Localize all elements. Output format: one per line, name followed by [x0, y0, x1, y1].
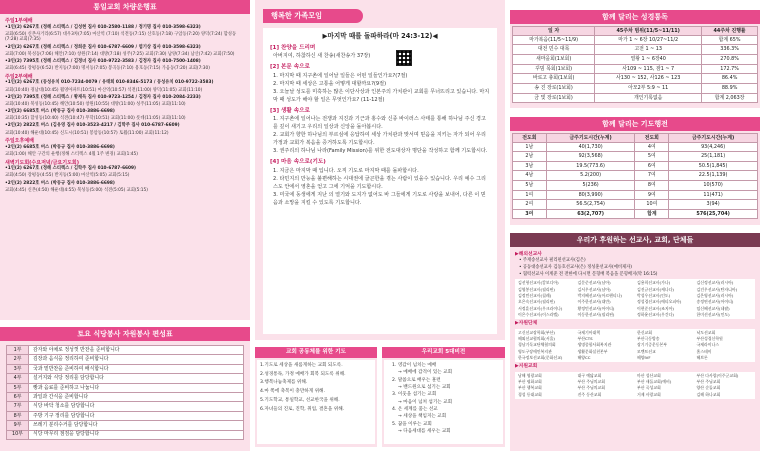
volunteer-table	[6, 345, 244, 440]
mission-entry: 서정훈선교사(우크라이나)	[518, 305, 563, 311]
mission-entry: 박지혜선교사(아르헨티나)	[577, 292, 622, 298]
prayer-table-cell: 5(236)	[546, 180, 635, 190]
prayer-table-cell: 92(3,568)	[546, 152, 635, 162]
volunteer-header: 토요 식당봉사 자원봉사 편성표	[0, 327, 250, 341]
bus-section-title: 주일2부예배	[5, 73, 33, 80]
vision-subitem: → 마음이 넘쳐 섬기는 교회	[398, 399, 453, 405]
prayer-table-cell: 5남	[513, 180, 547, 190]
mission-entry: 부산 주님의교회	[577, 385, 606, 391]
prayer-table-cell: 1여	[513, 190, 547, 200]
bible-table-cell: 바로고 총회(1보회)	[513, 74, 595, 84]
prayer-table-cell: 5.2(200)	[546, 171, 635, 181]
bus-route-line: 교회(7:00) 북성동(7:06) 해안(7:10) 창원(7:14) 대방(7:18) 성주(7:25) 교회(7:30) 남양(7:34) 남산(7:42) 교회(7:50)	[5, 51, 235, 57]
mission-entry: 마산 성산교회	[637, 372, 661, 378]
family-meeting-header: 행복한 가족모임	[263, 9, 363, 23]
volunteer-group: 8부	[7, 411, 29, 420]
mission-entry: 김건우선교사(탄자니아)	[696, 286, 738, 292]
prayer-item: 3.행복나눔축제를 위해.	[260, 380, 308, 386]
bus-section-title: 주일1부예배	[5, 18, 33, 24]
bible-reading-header: 함께 달리는 성경통독	[510, 10, 760, 24]
volunteer-row	[7, 346, 244, 355]
bible-table-row	[513, 64, 758, 74]
prayer-table-cell: 4여	[635, 142, 669, 152]
bible-table-row	[513, 74, 758, 84]
bus-route-line: •2인(2) 2822호 버스 (김유영 집사 010-3523-4217 / 김학주 집사 010-6787-6609)	[5, 123, 180, 129]
mission-entry: 부산 행복교회	[518, 385, 542, 391]
bus-section-title: 새벽기도회(수요저녁/금요기도회)	[5, 159, 80, 166]
prayer-table-cell: 10여	[635, 200, 669, 210]
prayer-table-header: 전도회	[513, 134, 547, 143]
mission-section-title: ▶지원교회	[515, 364, 538, 370]
mission-entry: 김해 하나교회	[696, 391, 721, 397]
family-meeting-content	[263, 28, 497, 334]
prayer-table-row	[513, 142, 758, 152]
mission-entry: 정성경선교사(에티오피아)	[637, 299, 682, 305]
bus-route-line: 교회(4:45) 신촌(4:50) 해운대(4:55) 북성동(5:00) 석전(5:05) 교회(5:15)	[5, 187, 148, 193]
mission-entry: 한미선선교사(인도)	[696, 311, 730, 317]
volunteer-row	[7, 383, 244, 392]
vision-list	[384, 360, 503, 444]
mission-entry: 경남기독교단체협의회	[518, 342, 556, 348]
mission-entry: 부산 새돌교회(예비)	[637, 378, 672, 384]
prayer-table-row	[513, 161, 758, 171]
mission-entry: 김선형선교사(캄보디아)	[518, 280, 559, 286]
prayer-table-cell: 6여	[635, 161, 669, 171]
mission-entry: 오은숙선교사(필리핀)	[518, 299, 555, 305]
mission-entry: 낙도선교회	[696, 329, 716, 335]
step-text: 1. 마지막 때 지구촌에 일어날 일들은 어떤 일들인가요?(7절) 2. 마지막 때 세상은 고통을 어떻게 대할까요?(9절) 3. 오늘날 성도를 미혹하는 많은 이단사상과 인본주의 가치관이 교회를 무너뜨리고 있습니다. 마지막 때 성도가 해야 할 일은 무엇인가요? (11-12절)	[273, 72, 490, 103]
mission-section-title: ▶자원단체	[515, 321, 538, 327]
bible-table-header: 44주차 진행률	[702, 27, 758, 36]
mission-line: • 공동대송선교사 김동호선교사(은) 정성훈선교사(예비제자)	[519, 264, 632, 270]
bible-table-cell: 336.3%	[702, 45, 758, 55]
mission-grid	[515, 372, 755, 399]
step-text: 아버지여, 하찮하신 새 찬송(새찬송가 37장)	[273, 53, 371, 60]
volunteer-task: 김장과 음식을 정리하여 준비합니다	[29, 355, 244, 364]
mission-grid	[515, 329, 755, 363]
bible-table-cell: 대전 민수 대목	[513, 45, 595, 55]
prayer-table-header: 전도회	[635, 134, 669, 143]
mission-entry: 황정민선교사(아이티)	[577, 305, 615, 311]
bible-table-row	[513, 93, 758, 103]
bus-route-line: 교회(4:50) 장평동(4:55) 반지동(5:00) 마산역(5:05) 교회(5:15)	[5, 173, 130, 179]
mission-entry: 김진규선교사(캐나다)	[637, 286, 674, 292]
vision-subitem: → 밴드원으로 섬기는 교회	[398, 385, 451, 391]
missions-header: 우리가 후원하는 선교사, 교회, 단체들	[510, 233, 760, 247]
bible-reading-box	[510, 24, 760, 108]
mission-line: • 협력선교사 이계준 전 전한에 다시면 문형배 복음을 문형배지(막 16:15)	[519, 271, 658, 277]
volunteer-task: 식당 마무리 점검을 담당합니다	[29, 430, 244, 439]
bus-route-line: 교회(10:35) 합성동(10:40) 석전(10:47) 무학(10:51) 교회(11:00) 롯데(11:05) 교회(11:10)	[5, 116, 186, 122]
bus-route-line: •2인(2) 6267호 (정해 스티렉스 / 정희준 집사 010-6787-6609 / 염기상 집사 010-3598-6323)	[5, 44, 201, 50]
bible-table-row	[513, 35, 758, 45]
mission-entry: 해양IVF	[637, 354, 651, 360]
bible-table-header: 45주차 범위(11/5~11/11)	[595, 27, 702, 36]
church-prayer-list	[257, 360, 375, 444]
prayer-item: 4.마 쪽에 축복이 충만하게 위해.	[260, 389, 325, 395]
bible-table-cell: 사109 ~ 115, 잠1 ~ 7	[595, 64, 702, 74]
bus-route-line: •1인(2) 6267호 (정해 스티렉스 / 김성현 집사 010-2580-1188 / 정기명 집사 010-3598-6323)	[5, 24, 201, 30]
mission-entry: 김용희선교사(가나)	[637, 280, 671, 286]
prayer-table-cell: 25(1,181)	[669, 152, 758, 162]
vision-header: 우리교회 5대비전	[382, 347, 505, 358]
bible-table-row	[513, 54, 758, 64]
mission-entry: 부산 다사랑(이주군교회)	[696, 372, 739, 378]
volunteer-row	[7, 402, 244, 411]
mission-entry: 생활문화실천본부	[577, 348, 608, 354]
prayer-table-cell: 3여	[513, 209, 547, 219]
bus-route-line: 교회(10:40) 해운대(10:45) 신도시(10:51) 봉암동(10:57) 토월(11:00) 교회(11:12)	[5, 130, 169, 136]
step-text: 1. 지구촌에 일어나는 전쟁과 지진과 기근과 홍수와 신종 바이러스 사태를 통해 하나님 주신 경고를 깊이 새기고 우리의 일상과 신앙을 돌아봅시다. 2. 교회가 향한 하나님의 부르심에 응답하여 세상 가치관과 맞서며 믿음을 지키는 자가 되어 우리 가정과 교회가 복음을 증거하도록 기도합시다. 3. 권주리의 하나님 나라(Family Mission)를 위한 전도대상자 명단을 작성하고 함께 기도합시다.	[273, 116, 488, 155]
prayer-table-row	[513, 180, 758, 190]
bus-route-line: •2인(2) 6685호 버스 (박동규 집사 010-3886-6698)	[5, 109, 115, 115]
mission-entry: 임신혜선교사(네팔)	[696, 305, 730, 311]
mission-entry: 국제라이나스	[696, 342, 720, 348]
bible-table-cell: 사130 ~ 152, 사126 ~ 123	[595, 74, 702, 84]
prayer-table-cell: 63(2,707)	[546, 209, 635, 219]
volunteer-task: 식당 바닥 청소를 담당합니다	[29, 402, 244, 411]
volunteer-group: 10부	[7, 430, 29, 439]
volunteer-task: 설거지와 식당 정리를 담당합니다	[29, 374, 244, 383]
church-prayer-box	[255, 347, 377, 447]
mission-entry: 헤브론	[696, 354, 708, 360]
bible-table-cell: 마가복음(11/5~11/9)	[513, 35, 595, 45]
mission-entry: 양산 순돌교회	[696, 385, 721, 391]
bible-table-cell: 마가 1 ~ 6장 10/27~11/2	[595, 35, 702, 45]
mission-entry: 대구 예닮교회	[577, 372, 602, 378]
step-title: [1] 찬양을 드리며	[270, 44, 316, 51]
prayer-table-cell: 2남	[513, 152, 547, 162]
bible-table-cell: 270.8%	[702, 54, 758, 64]
prayer-table-cell: 576(25,704)	[669, 209, 758, 219]
mission-entry: 장기기증운동본부	[637, 342, 668, 348]
mission-entry: 부산 주님교회	[696, 378, 721, 384]
bible-table-cell: 합계 2,063장	[702, 93, 758, 103]
mission-entry: 김정민선교사(칠레)	[518, 292, 552, 298]
prayer-table-cell: 22.5(1,139)	[669, 171, 758, 181]
bible-table-cell: 열왕 1 ~ 6장40	[595, 54, 702, 64]
prayer-item: 2.성경통독, 가정 예배가 회복 되도록 위해.	[260, 371, 346, 377]
step-title: [2] 본문 속으로	[270, 64, 310, 71]
volunteer-group: 6부	[7, 392, 29, 401]
mission-section-title: ▶해외선교사	[515, 252, 542, 257]
bible-table-cell: 합계 65%	[702, 35, 758, 45]
prayer-acts-table	[512, 133, 758, 219]
church-prayer-header: 교회 공동체를 위한 기도	[255, 347, 377, 358]
mission-entry: 정하윤선교사(우간다)	[637, 311, 674, 317]
mission-entry: 진주 동산교회	[577, 391, 602, 397]
volunteer-group: 1부	[7, 346, 29, 355]
volunteer-group: 2부	[7, 355, 29, 364]
bible-reading-table	[512, 26, 758, 103]
prayer-table-cell: 93(4,246)	[669, 142, 758, 152]
bible-table-cell: 172.7%	[702, 64, 758, 74]
prayer-acts-box	[510, 131, 760, 225]
mission-entry: 송정연선교사(아이티)	[696, 299, 734, 305]
vision-subitem: → 세상을 책임지는 교회	[398, 414, 447, 420]
mission-entry: 박성우선교사(인도)	[637, 292, 671, 298]
mission-entry: 김영봉선교사(필리핀)	[518, 286, 555, 292]
volunteer-task: 빵과 음료를 준비하고 나눕니다	[29, 383, 244, 392]
mission-entry: 이동한선교사(필리핀)	[577, 311, 615, 317]
prayer-acts-header: 함께 달리는 기도행전	[510, 117, 760, 131]
qr-code-icon[interactable]	[396, 50, 412, 66]
prayer-table-cell: 5여	[635, 152, 669, 162]
missions-box	[510, 247, 760, 451]
volunteer-task: 주방 기구 정리를 담당합니다	[29, 411, 244, 420]
volunteer-row	[7, 355, 244, 364]
bus-route-line: •1인(2) 6267호 (동성유치 010-7234-0079 / 유태희 010-8346-5173 / 동성유치 010-9722-3583)	[5, 80, 214, 86]
volunteer-task: 국과 밑반찬을 준비하여 배식합니다	[29, 364, 244, 373]
bus-schedule-box	[0, 14, 250, 320]
prayer-table-cell: 2여	[513, 200, 547, 210]
volunteer-row	[7, 421, 244, 430]
volunteer-row	[7, 411, 244, 420]
volunteer-row	[7, 364, 244, 373]
prayer-item: 6.자녀들의 진로, 진학, 취업, 결혼을 위해.	[260, 406, 345, 412]
prayer-table-cell: 40(1,730)	[546, 142, 635, 152]
volunteer-task: 감자와 야채로 정성껏 반찬을 준비합니다	[29, 346, 244, 355]
mission-entry: 부산성경신학원	[696, 335, 723, 341]
bible-table-cell: 86.4%	[702, 74, 758, 84]
prayer-table-cell: 10(570)	[669, 180, 758, 190]
mission-entry: 모멘트선교	[637, 348, 656, 354]
bible-table-cell: 꾸밈 목회(1보회)	[513, 64, 595, 74]
mission-entry: 영도구장애인복지관	[518, 348, 552, 354]
prayer-item: 1.기도로 세상을 새롭게하는 교회 되도록.	[260, 363, 343, 368]
bus-route-line: 교회(10:40) 북성동(10:45) 해안(10:50) 창원(10:55) 대방(11:00) 성주(11:05) 교회(11:10)	[5, 101, 186, 107]
mission-entry: 김서우선교사(남아)	[577, 286, 611, 292]
prayer-table-row	[513, 200, 758, 210]
mission-entry: 생명종합사회복지관	[577, 342, 612, 348]
mission-entry: 부산 곡성교회	[637, 385, 661, 391]
step-text: 1. 지금은 마지막 때 입니다. 오직 기도로 마지막 때를 돌파합시다. 2. 타민지의 만능을 불편해하는 시대권에 굴곤한을 겪는 사람이 있을수 있습니다. 우리 예수 그리스도 안에서 영혼을 얻고 그에 기억을 기도합시다. 3. 미국에 동생에게 지난 의 열기와 도지가 없어도 바 그들에게 기도로 사랑을 보내어, 다른 이 믿음과 소망을 지킬 수 있도록 기도합니다.	[273, 167, 486, 206]
mission-entry: 경성 등대교회	[518, 391, 542, 397]
bible-table-row	[513, 84, 758, 94]
mission-entry: 이은수선교사(이스라엘)	[518, 311, 559, 317]
prayer-item: 5.기도학교, 통일학교, 선교한국을 위해.	[260, 397, 340, 403]
bus-route-line: •2인(2) 2822호 버스 (박동규 집사 010-3886-6698)	[5, 180, 115, 186]
prayer-table-row	[513, 190, 758, 200]
column-middle	[255, 0, 505, 451]
prayer-table-cell: 1남	[513, 142, 547, 152]
prayer-table-cell: 4남	[513, 171, 547, 181]
bible-table-cell: 송 진 장로(1보회)	[513, 84, 595, 94]
mission-entry: 해외선교협의회(서울)	[518, 335, 555, 341]
prayer-table-header: 금주기도시간(누계)	[546, 134, 635, 143]
prayer-table-cell: 3남	[513, 161, 547, 171]
volunteer-row	[7, 430, 244, 439]
bible-table-cell: 개인기록없음	[595, 93, 702, 103]
prayer-table-row	[513, 152, 758, 162]
volunteer-group: 7부	[7, 402, 29, 411]
mission-entry: 고신선교장학회(부산)	[518, 329, 555, 335]
mission-entry: 한신교회	[637, 329, 653, 335]
bus-route-line: 교회(1:00) 해안 구간의 운행(정해 스티렉스 4월 1주 변경) 교회(1:45)	[5, 152, 138, 158]
prayer-table-cell: 19.5(773.6)	[546, 161, 635, 171]
vision-subitem: → 예배에 감격이 있는 교회	[398, 370, 453, 376]
meeting-steps	[270, 45, 490, 207]
mission-entry: 부산극동방송	[637, 335, 660, 341]
volunteer-task: 쓰레기 분리수거를 담당합니다	[29, 421, 244, 430]
vision-item: 1. 영감이 넘치는 예배	[392, 363, 437, 368]
volunteer-group: 3부	[7, 364, 29, 373]
prayer-table-cell: 합계	[635, 209, 669, 219]
mission-entry: 한국정보선교회(문화선교)	[518, 354, 563, 360]
bus-schedule-header: 통일교회 차량운행표	[0, 0, 250, 14]
bus-route-line: •2인(2) 7395호 (정해 스티렉스 / 황재득 집사 010-9723-1254 / 김정자 집사 010-2084-2233)	[5, 94, 201, 100]
mission-entry: 남해 영광교회	[518, 372, 542, 378]
prayer-table-cell: 11(471)	[669, 190, 758, 200]
mission-entry: 부산CTS	[577, 335, 593, 341]
mission-grid	[515, 279, 755, 319]
prayer-table-cell: 7여	[635, 171, 669, 181]
bible-table-cell: 아모2부 5:9 ~ 11	[595, 84, 702, 94]
step-title: [3] 생활 속으로	[270, 107, 310, 114]
volunteer-box	[0, 341, 250, 451]
vision-item: 3. 이웃을 섬기는 교회	[392, 392, 437, 398]
bible-table-row	[513, 45, 758, 55]
mission-entry: 부산 평화교회	[518, 378, 542, 384]
bible-table-cell: 88.9%	[702, 84, 758, 94]
mission-entry: 부산 주님의교회	[577, 378, 606, 384]
bible-table-cell: 새마을회(1보회)	[513, 54, 595, 64]
mission-entry: 거제 사랑교회	[637, 391, 661, 397]
mission-entry: 김신정선교사(러시아)	[696, 280, 734, 286]
bible-table-cell: 금 빛 장로(1보회)	[513, 93, 595, 103]
bus-route-line: •2인(2) 6685호 버스 (박동규 집사 010-3886-6698)	[5, 144, 115, 150]
prayer-table-cell: 50.5(1,845)	[669, 161, 758, 171]
vision-item: 4. 온 세계를 품는 선교	[392, 407, 438, 413]
prayer-table-cell: 56.5(2,754)	[546, 200, 635, 210]
mission-entry: 이현준선교사(조지아)	[637, 305, 674, 311]
prayer-table-row	[513, 209, 758, 219]
volunteer-row	[7, 392, 244, 401]
volunteer-task: 과일과 간식을 준비합니다	[29, 392, 244, 401]
prayer-table-cell: 9여	[635, 190, 669, 200]
sermon-title: ▶마지막 때를 돌파하라(마 24:3-12)◀	[322, 32, 438, 40]
volunteer-group: 5부	[7, 383, 29, 392]
mission-entry: 해양CC	[577, 354, 591, 360]
volunteer-group: 4부	[7, 374, 29, 383]
vision-item: 5. 꿈을 이루는 교회	[392, 421, 432, 427]
bus-route-line: •3인(2) 7395호 (정해 스티렉스 / 김정녀 집사 010-9722-3583 / 김정자 집사 010-7500-1408)	[5, 58, 201, 64]
mission-entry: 이주한선교사(대만)	[577, 299, 611, 305]
bible-table-header: 일 자	[513, 27, 595, 36]
mission-entry: 김은영선교사(러시아)	[696, 292, 734, 298]
prayer-table-row	[513, 171, 758, 181]
bus-route-line: 교회(10:40) 경남대(10:45) 월영아파트(10:51) 마산역(10:57) 석전(11:00) 양덕(11:05) 교회(11:10)	[5, 87, 203, 93]
mission-entry: 김문준선교사(남아)	[577, 280, 611, 286]
bus-route-line: •1인(2) 6267호 (정해 스티렉스 / 김학주 집사 010-6787-6609)	[5, 166, 136, 172]
prayer-table-cell: 8여	[635, 180, 669, 190]
volunteer-row	[7, 374, 244, 383]
prayer-table-header: 금주기도시간(누계)	[669, 134, 758, 143]
column-right	[510, 0, 760, 451]
column-left	[0, 0, 250, 451]
bus-section-title: 주일오후예배	[5, 138, 34, 145]
vision-item: 2. 말씀으로 배우는 훈련	[392, 377, 441, 383]
vision-box	[382, 347, 505, 447]
bible-table-cell: 고전 1 ~ 13	[595, 45, 702, 55]
mission-entry: 홈스테이	[696, 348, 712, 354]
mission-line: • 주재송선교사 필리핀선교사(김은)	[519, 258, 586, 264]
step-title: [4] 마음 속으로(기도)	[270, 159, 326, 166]
volunteer-group: 9부	[7, 421, 29, 430]
prayer-table-cell: 3(94)	[669, 200, 758, 210]
vision-subitem: → 다음세대를 세우는 교회	[398, 429, 451, 435]
bus-route-line: 교회(6:50) 신촌사거리(6:57) 대우3차(7:05) 마산역 (7:10) 석전동(7:15) 산호동(7:18) 구암동(7:20) 양덕(7:24) 합성동(7:28) 교회(7:35)	[5, 31, 237, 43]
prayer-table-cell: 80(3,990)	[546, 190, 635, 200]
mission-entry: 국제기아대책	[577, 329, 601, 335]
bus-route-line: 교회(6:45) 장평동(6:52) 반지동(7:00) 명서동(7:05) 봉곡동(7:10) 용호동(7:15) 가음동(7:20) 교회(7:30)	[5, 66, 210, 72]
